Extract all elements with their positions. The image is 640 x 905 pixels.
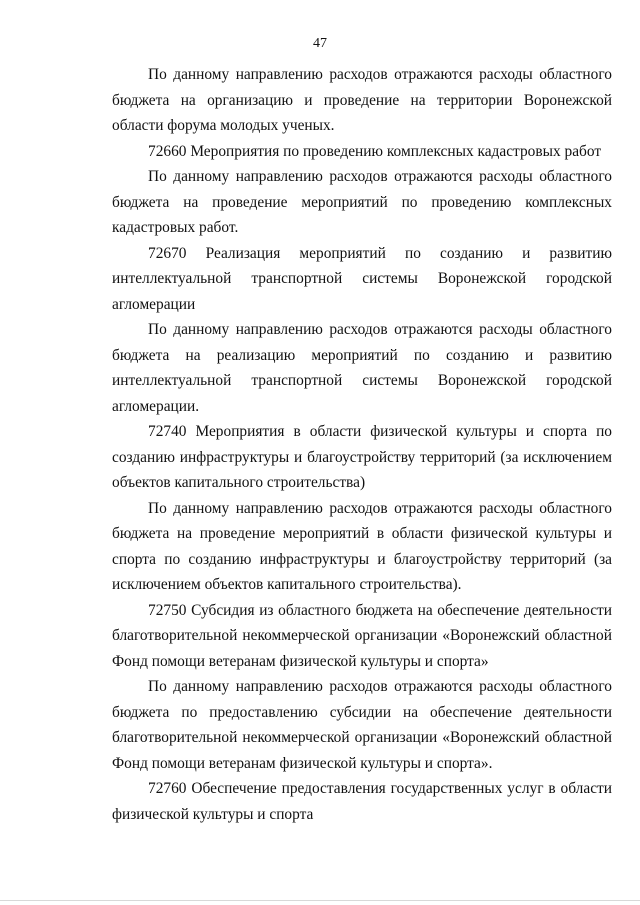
paragraph-72740-description: По данному направлению расходов отражаются расходы областного бюджета на проведение мероприятий в области физической культуры и спорта по созданию инфраструктуры и благоустройству территорий (за исключением объектов капитального строительства). <box>112 499 612 593</box>
paragraph-72660-description: По данному направлению расходов отражаются расходы областного бюджета на проведение мероприятий по проведению комплексных кадастровых работ. <box>112 168 612 236</box>
page-number: 47 <box>313 36 327 51</box>
heading-72750: 72750 Субсидия из областного бюджета на обеспечение деятельности благотворительной некоммерческой организации «Воронежский областной Фонд помощи ветеранам физической культуры и спорта» <box>112 601 612 670</box>
heading-72740: 72740 Мероприятия в области физической культуры и спорта по созданию инфраструктуры и благоустройству территорий (за исключением объектов капитального строительства) <box>112 423 612 491</box>
page-bottom-edge <box>0 900 640 901</box>
heading-72670: 72670 Реализация мероприятий по созданию и развитию интеллектуальной транспортной системы Воронежской городской агломерации <box>112 244 612 313</box>
heading-72660: 72660 Мероприятия по проведению комплексных кадастровых работ <box>148 142 602 160</box>
heading-72760: 72760 Обеспечение предоставления государственных услуг в области физической культуры и спорта <box>112 780 612 823</box>
document-body <box>112 62 612 827</box>
paragraph-72670-description: По данному направлению расходов отражаются расходы областного бюджета на реализацию мероприятий по созданию и развитию интеллектуальной транспортной системы Воронежской городской агломерации. <box>112 321 612 415</box>
paragraph-72750-description: По данному направлению расходов отражаются расходы областного бюджета по предоставлению субсидии на обеспечение деятельности благотворительной некоммерческой организации «Воронежский областной Фонд помощи ветеранам физической культуры и спорта». <box>112 678 612 772</box>
paragraph-forum-description: По данному направлению расходов отражаются расходы областного бюджета на организацию и проведение на территории Воронежской области форума молодых ученых. <box>112 66 612 134</box>
